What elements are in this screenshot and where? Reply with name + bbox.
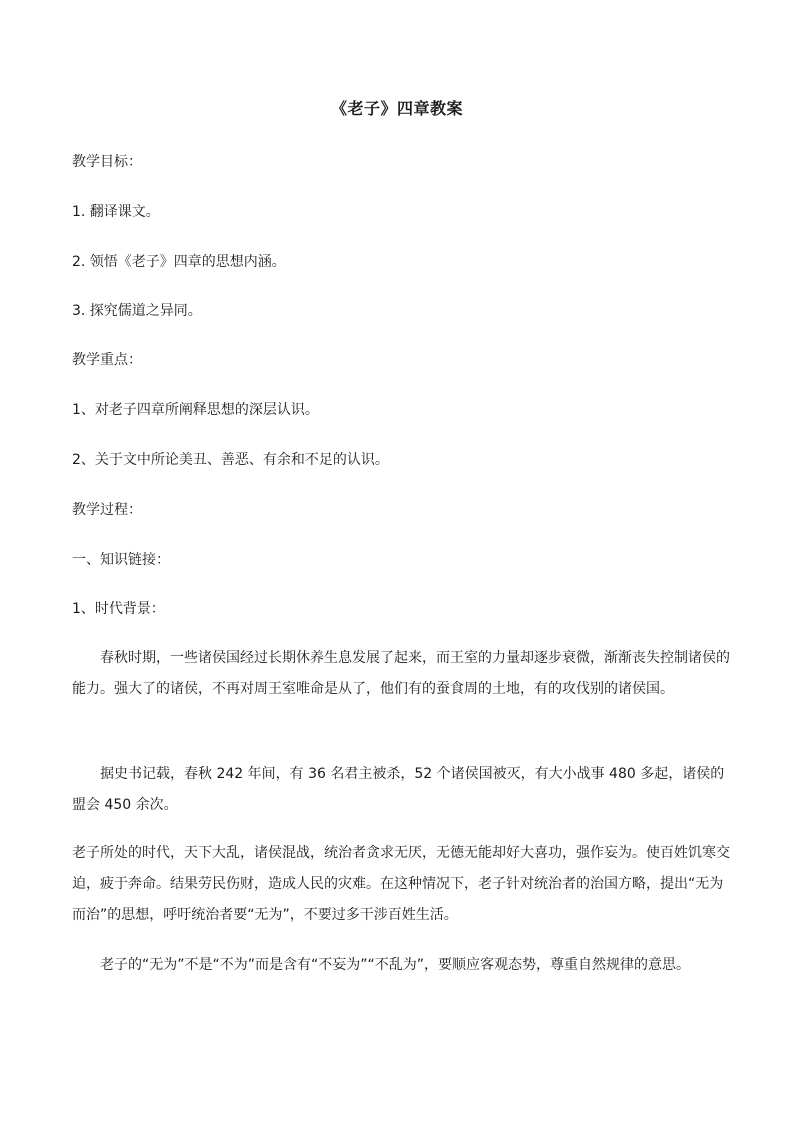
- paragraph-laozi-era: [72, 838, 732, 931]
- key-point-item-1: 1、对老子四章所阐释思想的深层认识。: [72, 402, 319, 418]
- objective-item-2: 2. 领悟《老子》四章的思想内涵。: [72, 254, 286, 270]
- section-heading-process: 教学过程：: [72, 502, 142, 518]
- paragraph-historical-records: [72, 759, 732, 821]
- section-heading-key-points: 教学重点：: [72, 352, 142, 368]
- key-point-item-2: 2、关于文中所论美丑、善恶、有余和不足的认识。: [72, 452, 389, 468]
- subsection-heading-knowledge: 一、知识链接：: [72, 552, 170, 568]
- paragraph-text: 春秋时期，一些诸侯国经过长期休养生息发展了起来，而王室的力量却逐步衰微，渐渐丧失控制诸侯的能力。强大了的诸侯，不再对周王室唯命是从了，他们有的蚕食周的土地，有的攻伐别的诸侯国。: [72, 650, 730, 697]
- page-title: 《老子》四章教案: [330, 99, 463, 118]
- paragraph-text: 据史书记载，春秋 242 年间，有 36 名君主被杀，52 个诸侯国被灭，有大小战事 480 多起，诸侯的盟会 450 余次。: [72, 766, 725, 813]
- paragraph-wuwei: [72, 950, 732, 981]
- paragraph-text: 老子的“无为”不是“不为”而是含有“不妄为”“不乱为”，要顺应客观态势，尊重自然规律的意思。: [100, 957, 691, 973]
- paragraph-spring-autumn: [72, 643, 732, 705]
- section-heading-objectives: 教学目标：: [72, 154, 142, 170]
- objective-item-1: 1. 翻译课文。: [72, 204, 160, 220]
- paragraph-text: 老子所处的时代，天下大乱，诸侯混战，统治者贪求无厌，无德无能却好大喜功，强作妄为。使百姓饥寒交迫，疲于奔命。结果劳民伤财，造成人民的灾难。在这种情况下，老子针对统治者的治国方略，提出“无为而治”的思想，呼吁统治者要“无为”，不要过多干涉百姓生活。: [72, 845, 730, 923]
- subsection-heading-background: 1、时代背景：: [72, 601, 165, 617]
- objective-item-3: 3. 探究儒道之异同。: [72, 303, 202, 319]
